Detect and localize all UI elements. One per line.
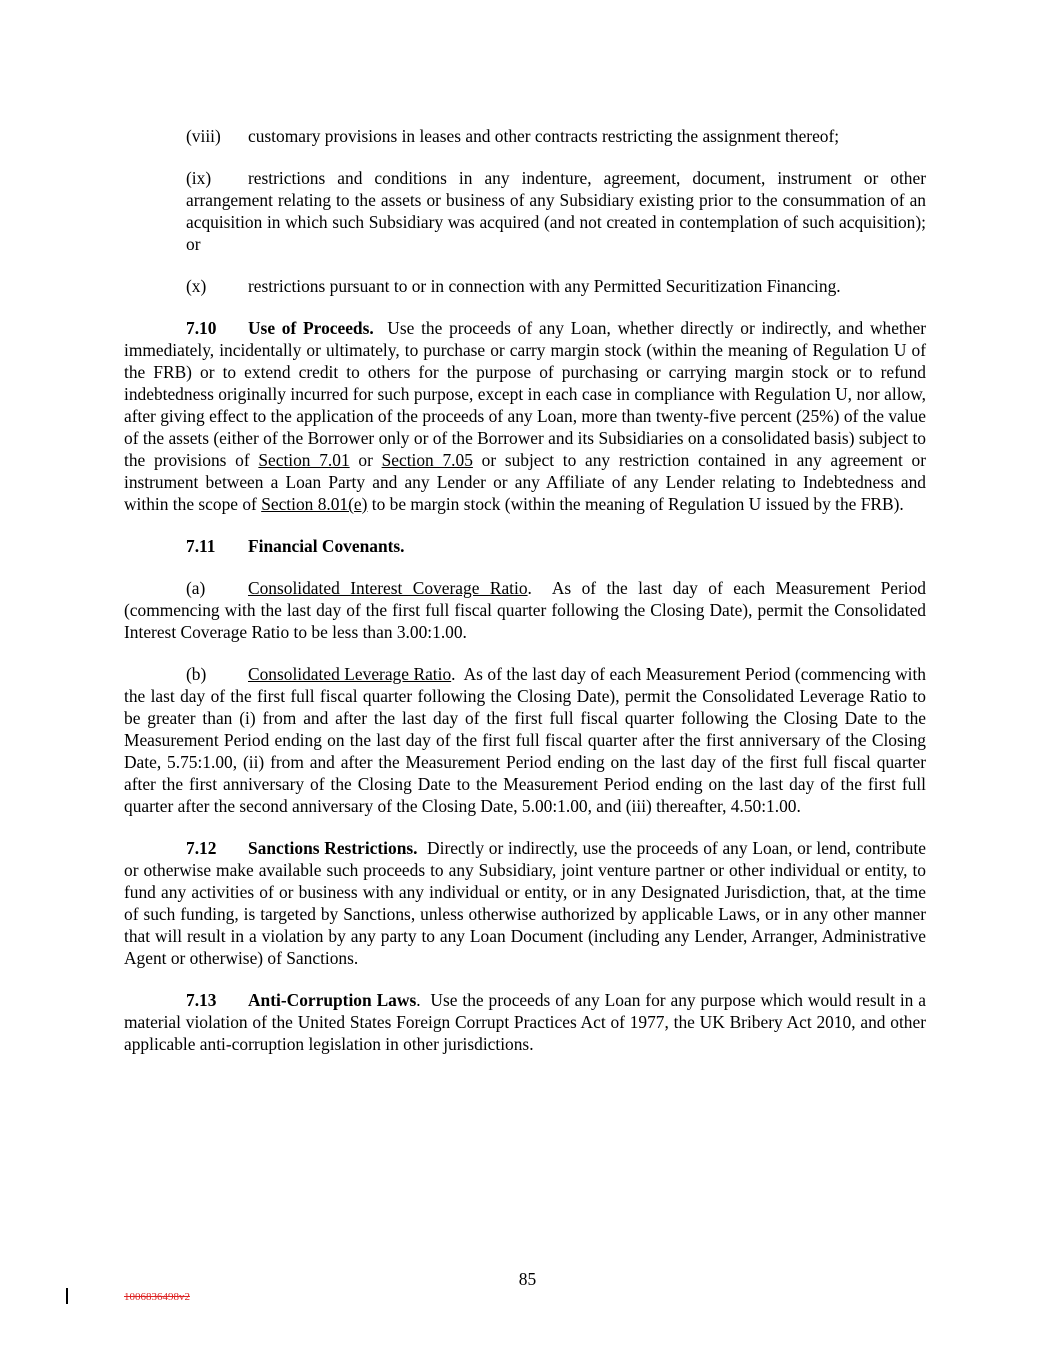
section-7-11-b: (b) Consolidated Leverage Ratio. As of the last day of each Measurement Period (commencing with the last day of the first full fiscal quarter following the Closing Date), permit the Consolidated Leverage Ratio to be greater than (i) from and after the last day of the first full fiscal quarter following the Closing Date to the Measurement Period ending on the last day of the first full fiscal quarter after the first anniversary of the Closing Date, 5.75:1.00, (ii) from and after the Measurement Period ending on the last day of the first full fiscal quarter after the first anniversary of the Closing Date to the Measurement Period ending on the last day of the first full quarter after the second anniversary of the Closing Date, 5.00:1.00, and (iii) thereafter, 4.50:1.00. <box>124 664 926 816</box>
clause-text: restrictions and conditions in any indenture, agreement, document, instrument or other arrangement relating to the assets or business of any Subsidiary existing prior to the consummation of an acquisition in which such Subsidiary was acquired (and not created in contemplation of such acquisition); or <box>186 168 926 254</box>
section-7-11-a: (a) Consolidated Interest Coverage Ratio. As of the last day of each Measurement Period (commencing with the last day of the first full fiscal quarter following the Closing Date), permit the Consolidated Interest Coverage Ratio to be less than 3.00:1.00. <box>124 578 926 642</box>
clause-number: (x) <box>186 276 207 296</box>
clause-number: (viii) <box>186 126 221 146</box>
section-title: Financial Covenants. <box>248 536 405 556</box>
document-body <box>124 125 926 1055</box>
document-id: 1006836498v2 <box>124 1291 190 1303</box>
paragraph-text: As of the last day of each Measurement Period (commencing with the last day of the first full fiscal quarter following the Closing Date), permit the Consolidated Interest Coverage Ratio to be less than 3.00:1.00. <box>124 578 926 642</box>
paragraph-title: Consolidated Leverage Ratio <box>248 664 452 684</box>
section-number: 7.11 <box>186 536 216 556</box>
revision-change-bar <box>66 1288 68 1304</box>
clause-text: restrictions pursuant to or in connection with any Permitted Securitization Financing. <box>248 276 841 296</box>
section-title: Anti-Corruption Laws <box>248 990 417 1010</box>
clause-x <box>124 275 926 297</box>
section-title: Use of Proceeds. <box>248 318 374 338</box>
clause-text: customary provisions in leases and other contracts restricting the assignment thereof; <box>248 126 840 146</box>
section-7-12 <box>124 837 926 969</box>
section-reference-link[interactable]: Section 8.01(e) <box>261 494 368 514</box>
clause-viii <box>124 125 926 147</box>
section-number: 7.12 <box>186 838 217 858</box>
section-reference-link[interactable]: Section 7.01 <box>258 450 350 470</box>
paragraph-title: Consolidated Interest Coverage Ratio <box>248 578 528 598</box>
section-7-13: 7.13 Anti-Corruption Laws. Use the proceeds of any Loan for any purpose which would result in a material violation of the United States Foreign Corrupt Practices Act of 1977, the UK Bribery Act 2010, and other applicable anti-corruption legislation in other jurisdictions. <box>124 990 927 1054</box>
paragraph-number: (b) <box>186 664 207 684</box>
clause-ix <box>124 167 926 255</box>
section-reference-link[interactable]: Section 7.05 <box>381 450 473 470</box>
section-text: Use the proceeds of any Loan for any purpose which would result in a material violation of the United States Foreign Corrupt Practices Act of 1977, the UK Bribery Act 2010, and other applicable anti-corruption legislation in other jurisdictions. <box>124 990 927 1054</box>
paragraph-number: (a) <box>186 578 206 598</box>
section-number: 7.13 <box>186 990 217 1010</box>
section-7-11-heading <box>124 535 926 557</box>
clause-number: (ix) <box>186 168 212 188</box>
section-7-10: 7.10 Use of Proceeds. Use the proceeds of any Loan, whether directly or indirectly, and whether immediately, incidentally or ultimately, to purchase or carry margin stock (within the meaning of Regulation U of the FRB) or to extend credit to others for the purpose of purchasing or carrying margin stock or to refund indebtedness originally incurred for such purpose, except in each case in compliance with Regulation U, nor allow, after giving effect to the application of the proceeds of any Loan, more than twenty-five percent (25%) of the value of the assets (either of the Borrower only or of the Borrower and its Subsidiaries on a consolidated basis) subject to the provisions of Section 7.01 or Section 7.05 or subject to any restriction contained in any agreement or instrument between a Loan Party and any Lender or any Affiliate of any Lender relating to Indebtedness and within the scope of Section 8.01(e) to be margin stock (within the meaning of Regulation U issued by the FRB). <box>124 318 927 514</box>
section-title: Sanctions Restrictions. <box>248 838 418 858</box>
section-number: 7.10 <box>186 318 217 338</box>
page-number: 85 <box>518 1269 537 1289</box>
section-text: Directly or indirectly, use the proceeds of any Loan, or lend, contribute or otherwise make available such proceeds to any Subsidiary, joint venture partner or other individual or entity, to fund any activities of or business with any individual or entity, or in any Designated Jurisdiction, that, at the time of such funding, is targeted by Sanctions, unless otherwise authorized by applicable Laws, or in any other manner that will result in a violation by any party to any Loan Document (including any Lender, Arranger, Administrative Agent or otherwise) of Sanctions. <box>124 838 926 968</box>
paragraph-text: As of the last day of each Measurement Period (commencing with the last day of the first full fiscal quarter following the Closing Date), permit the Consolidated Leverage Ratio to be greater than (i) from and after the last day of the first full fiscal quarter following the Closing Date to the Measurement Period ending on the last day of the first full fiscal quarter after the first anniversary of the Closing Date, 5.75:1.00, (ii) from and after the Measurement Period ending on the last day of the first full fiscal quarter after the first anniversary of the Closing Date to the Measurement Period ending on the last day of the first full quarter after the second anniversary of the Closing Date, 5.00:1.00, and (iii) thereafter, 4.50:1.00. <box>124 664 926 816</box>
